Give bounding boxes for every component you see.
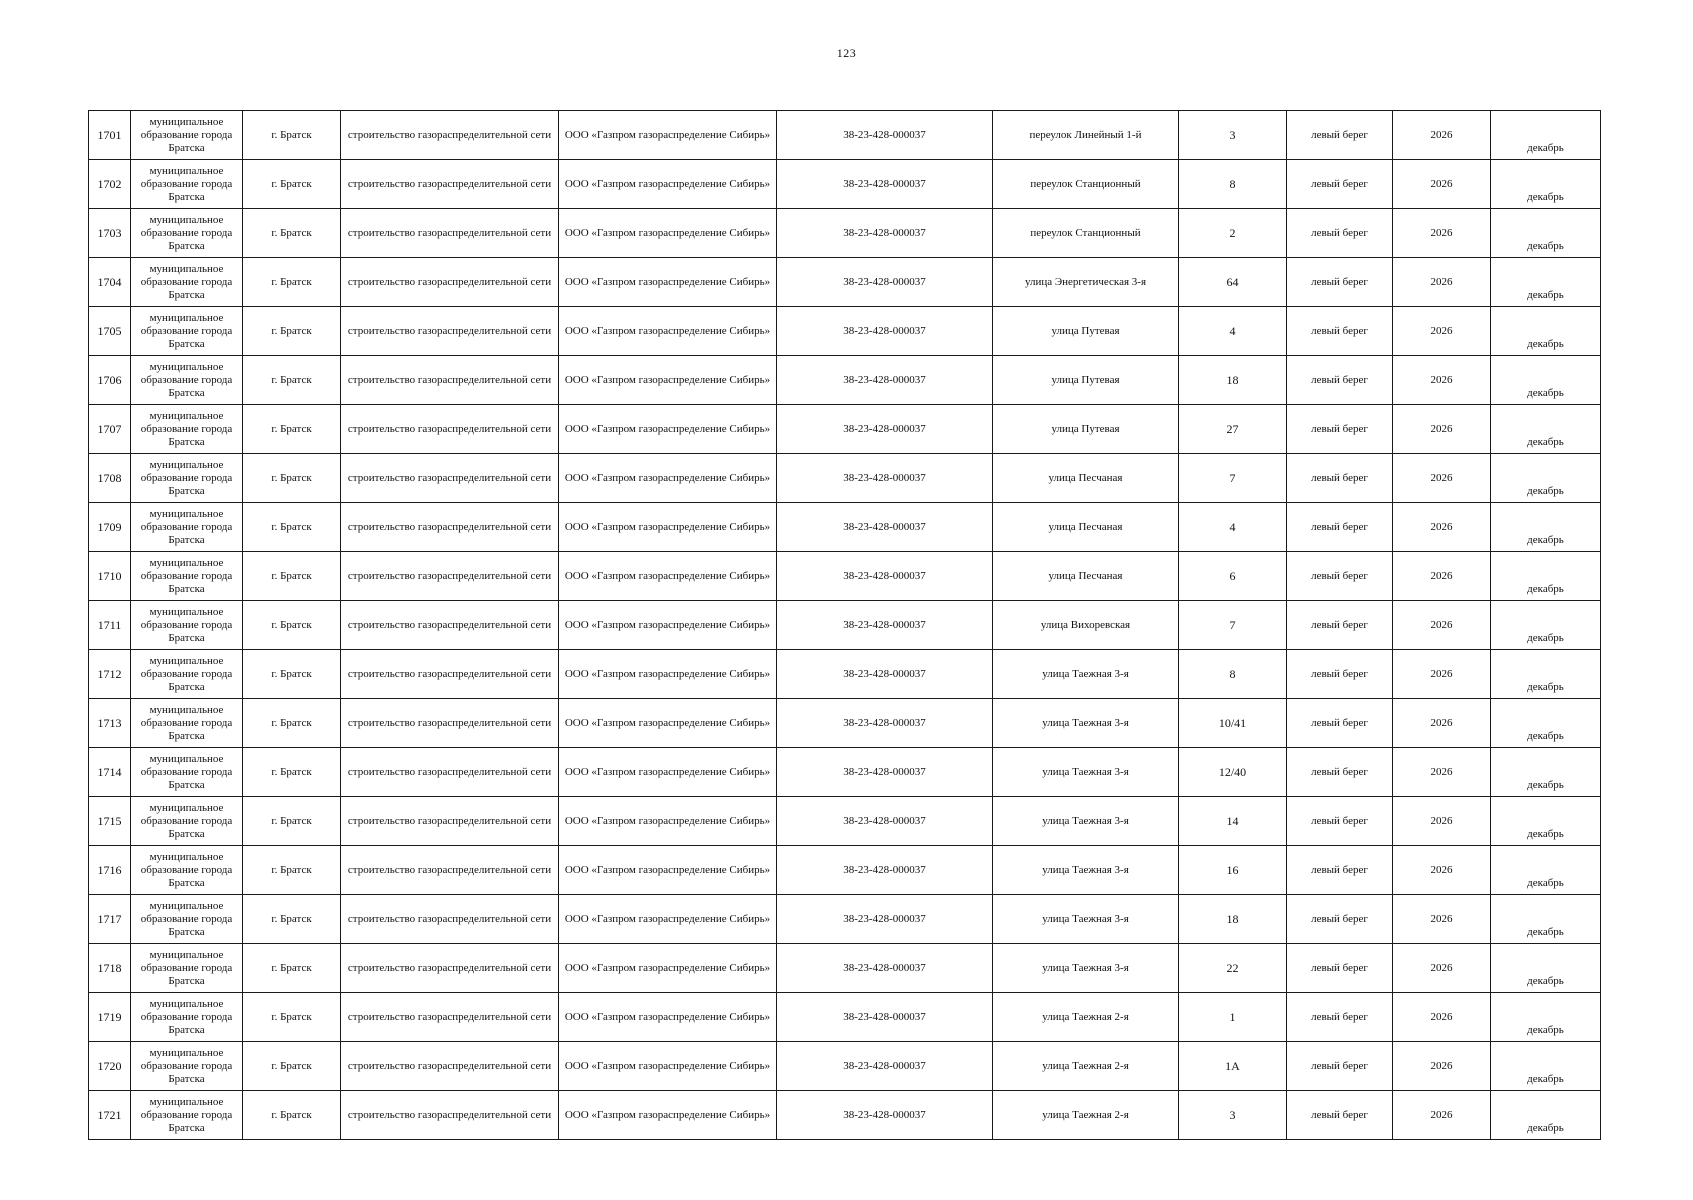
bank-cell: левый берег bbox=[1287, 258, 1393, 307]
street-cell: улица Таежная 2-я bbox=[993, 1042, 1179, 1091]
activity-cell: строительство газораспределительной сети bbox=[341, 895, 559, 944]
activity-cell: строительство газораспределительной сети bbox=[341, 944, 559, 993]
bank-cell: левый берег bbox=[1287, 846, 1393, 895]
reg-number-cell: 38-23-428-000037 bbox=[777, 552, 993, 601]
reg-number-cell: 38-23-428-000037 bbox=[777, 1091, 993, 1140]
row-number: 1706 bbox=[89, 356, 131, 405]
table-row bbox=[89, 748, 1601, 797]
city-cell: г. Братск bbox=[243, 111, 341, 160]
company-cell: ООО «Газпром газораспределение Сибирь» bbox=[559, 258, 777, 307]
month-cell: декабрь bbox=[1491, 503, 1601, 552]
row-number: 1704 bbox=[89, 258, 131, 307]
house-cell: 3 bbox=[1179, 111, 1287, 160]
company-cell: ООО «Газпром газораспределение Сибирь» bbox=[559, 846, 777, 895]
company-cell: ООО «Газпром газораспределение Сибирь» bbox=[559, 356, 777, 405]
activity-cell: строительство газораспределительной сети bbox=[341, 160, 559, 209]
house-cell: 27 bbox=[1179, 405, 1287, 454]
row-number: 1703 bbox=[89, 209, 131, 258]
reg-number-cell: 38-23-428-000037 bbox=[777, 160, 993, 209]
row-number: 1708 bbox=[89, 454, 131, 503]
company-cell: ООО «Газпром газораспределение Сибирь» bbox=[559, 650, 777, 699]
month-cell: декабрь bbox=[1491, 1091, 1601, 1140]
month-cell: декабрь bbox=[1491, 405, 1601, 454]
municipality-cell: муниципальное образование города Братска bbox=[131, 895, 243, 944]
company-cell: ООО «Газпром газораспределение Сибирь» bbox=[559, 454, 777, 503]
reg-number-cell: 38-23-428-000037 bbox=[777, 1042, 993, 1091]
house-cell: 7 bbox=[1179, 601, 1287, 650]
activity-cell: строительство газораспределительной сети bbox=[341, 1042, 559, 1091]
street-cell: улица Таежная 2-я bbox=[993, 993, 1179, 1042]
bank-cell: левый берег bbox=[1287, 895, 1393, 944]
municipality-cell: муниципальное образование города Братска bbox=[131, 160, 243, 209]
city-cell: г. Братск bbox=[243, 209, 341, 258]
city-cell: г. Братск bbox=[243, 699, 341, 748]
table-row bbox=[89, 1042, 1601, 1091]
municipality-cell: муниципальное образование города Братска bbox=[131, 748, 243, 797]
table-row bbox=[89, 699, 1601, 748]
street-cell: улица Песчаная bbox=[993, 503, 1179, 552]
house-cell: 1 bbox=[1179, 993, 1287, 1042]
table-row bbox=[89, 307, 1601, 356]
reg-number-cell: 38-23-428-000037 bbox=[777, 454, 993, 503]
city-cell: г. Братск bbox=[243, 307, 341, 356]
activity-cell: строительство газораспределительной сети bbox=[341, 650, 559, 699]
street-cell: улица Таежная 3-я bbox=[993, 846, 1179, 895]
table-row bbox=[89, 650, 1601, 699]
street-cell: улица Вихоревская bbox=[993, 601, 1179, 650]
municipality-cell: муниципальное образование города Братска bbox=[131, 503, 243, 552]
city-cell: г. Братск bbox=[243, 895, 341, 944]
house-cell: 3 bbox=[1179, 1091, 1287, 1140]
row-number: 1716 bbox=[89, 846, 131, 895]
table-row bbox=[89, 209, 1601, 258]
bank-cell: левый берег bbox=[1287, 748, 1393, 797]
house-cell: 22 bbox=[1179, 944, 1287, 993]
reg-number-cell: 38-23-428-000037 bbox=[777, 307, 993, 356]
reg-number-cell: 38-23-428-000037 bbox=[777, 356, 993, 405]
row-number: 1707 bbox=[89, 405, 131, 454]
municipality-cell: муниципальное образование города Братска bbox=[131, 356, 243, 405]
year-cell: 2026 bbox=[1393, 846, 1491, 895]
house-cell: 8 bbox=[1179, 650, 1287, 699]
year-cell: 2026 bbox=[1393, 111, 1491, 160]
municipality-cell: муниципальное образование города Братска bbox=[131, 552, 243, 601]
bank-cell: левый берег bbox=[1287, 160, 1393, 209]
company-cell: ООО «Газпром газораспределение Сибирь» bbox=[559, 748, 777, 797]
street-cell: улица Путевая bbox=[993, 356, 1179, 405]
month-cell: декабрь bbox=[1491, 160, 1601, 209]
activity-cell: строительство газораспределительной сети bbox=[341, 699, 559, 748]
municipality-cell: муниципальное образование города Братска bbox=[131, 650, 243, 699]
street-cell: улица Таежная 2-я bbox=[993, 1091, 1179, 1140]
reg-number-cell: 38-23-428-000037 bbox=[777, 944, 993, 993]
municipality-cell: муниципальное образование города Братска bbox=[131, 944, 243, 993]
city-cell: г. Братск bbox=[243, 258, 341, 307]
bank-cell: левый берег bbox=[1287, 601, 1393, 650]
company-cell: ООО «Газпром газораспределение Сибирь» bbox=[559, 895, 777, 944]
year-cell: 2026 bbox=[1393, 944, 1491, 993]
row-number: 1712 bbox=[89, 650, 131, 699]
company-cell: ООО «Газпром газораспределение Сибирь» bbox=[559, 699, 777, 748]
year-cell: 2026 bbox=[1393, 209, 1491, 258]
house-cell: 8 bbox=[1179, 160, 1287, 209]
row-number: 1711 bbox=[89, 601, 131, 650]
year-cell: 2026 bbox=[1393, 454, 1491, 503]
municipality-cell: муниципальное образование города Братска bbox=[131, 405, 243, 454]
activity-cell: строительство газораспределительной сети bbox=[341, 111, 559, 160]
month-cell: декабрь bbox=[1491, 993, 1601, 1042]
activity-cell: строительство газораспределительной сети bbox=[341, 846, 559, 895]
city-cell: г. Братск bbox=[243, 405, 341, 454]
street-cell: переулок Станционный bbox=[993, 209, 1179, 258]
activity-cell: строительство газораспределительной сети bbox=[341, 1091, 559, 1140]
month-cell: декабрь bbox=[1491, 209, 1601, 258]
month-cell: декабрь bbox=[1491, 356, 1601, 405]
year-cell: 2026 bbox=[1393, 748, 1491, 797]
reg-number-cell: 38-23-428-000037 bbox=[777, 846, 993, 895]
year-cell: 2026 bbox=[1393, 405, 1491, 454]
year-cell: 2026 bbox=[1393, 356, 1491, 405]
company-cell: ООО «Газпром газораспределение Сибирь» bbox=[559, 601, 777, 650]
year-cell: 2026 bbox=[1393, 601, 1491, 650]
month-cell: декабрь bbox=[1491, 111, 1601, 160]
row-number: 1717 bbox=[89, 895, 131, 944]
month-cell: декабрь bbox=[1491, 307, 1601, 356]
street-cell: улица Путевая bbox=[993, 405, 1179, 454]
year-cell: 2026 bbox=[1393, 895, 1491, 944]
company-cell: ООО «Газпром газораспределение Сибирь» bbox=[559, 111, 777, 160]
row-number: 1701 bbox=[89, 111, 131, 160]
reg-number-cell: 38-23-428-000037 bbox=[777, 993, 993, 1042]
street-cell: улица Энергетическая 3-я bbox=[993, 258, 1179, 307]
activity-cell: строительство газораспределительной сети bbox=[341, 258, 559, 307]
street-cell: улица Таежная 3-я bbox=[993, 895, 1179, 944]
city-cell: г. Братск bbox=[243, 650, 341, 699]
month-cell: декабрь bbox=[1491, 895, 1601, 944]
table-row bbox=[89, 111, 1601, 160]
year-cell: 2026 bbox=[1393, 1091, 1491, 1140]
reg-number-cell: 38-23-428-000037 bbox=[777, 209, 993, 258]
row-number: 1719 bbox=[89, 993, 131, 1042]
year-cell: 2026 bbox=[1393, 797, 1491, 846]
activity-cell: строительство газораспределительной сети bbox=[341, 405, 559, 454]
year-cell: 2026 bbox=[1393, 1042, 1491, 1091]
activity-cell: строительство газораспределительной сети bbox=[341, 209, 559, 258]
reg-number-cell: 38-23-428-000037 bbox=[777, 258, 993, 307]
city-cell: г. Братск bbox=[243, 356, 341, 405]
table-row bbox=[89, 1091, 1601, 1140]
city-cell: г. Братск bbox=[243, 1091, 341, 1140]
city-cell: г. Братск bbox=[243, 503, 341, 552]
house-cell: 1А bbox=[1179, 1042, 1287, 1091]
house-cell: 6 bbox=[1179, 552, 1287, 601]
street-cell: улица Таежная 3-я bbox=[993, 650, 1179, 699]
activity-cell: строительство газораспределительной сети bbox=[341, 503, 559, 552]
company-cell: ООО «Газпром газораспределение Сибирь» bbox=[559, 405, 777, 454]
company-cell: ООО «Газпром газораспределение Сибирь» bbox=[559, 993, 777, 1042]
bank-cell: левый берег bbox=[1287, 111, 1393, 160]
company-cell: ООО «Газпром газораспределение Сибирь» bbox=[559, 944, 777, 993]
municipality-cell: муниципальное образование города Братска bbox=[131, 797, 243, 846]
company-cell: ООО «Газпром газораспределение Сибирь» bbox=[559, 552, 777, 601]
month-cell: декабрь bbox=[1491, 258, 1601, 307]
city-cell: г. Братск bbox=[243, 160, 341, 209]
company-cell: ООО «Газпром газораспределение Сибирь» bbox=[559, 503, 777, 552]
city-cell: г. Братск bbox=[243, 797, 341, 846]
activity-cell: строительство газораспределительной сети bbox=[341, 748, 559, 797]
year-cell: 2026 bbox=[1393, 307, 1491, 356]
gas-network-table bbox=[88, 110, 1601, 1140]
row-number: 1715 bbox=[89, 797, 131, 846]
city-cell: г. Братск bbox=[243, 601, 341, 650]
street-cell: улица Песчаная bbox=[993, 552, 1179, 601]
table-row bbox=[89, 552, 1601, 601]
bank-cell: левый берег bbox=[1287, 1091, 1393, 1140]
company-cell: ООО «Газпром газораспределение Сибирь» bbox=[559, 209, 777, 258]
street-cell: улица Таежная 3-я bbox=[993, 797, 1179, 846]
bank-cell: левый берег bbox=[1287, 405, 1393, 454]
bank-cell: левый берег bbox=[1287, 797, 1393, 846]
bank-cell: левый берег bbox=[1287, 993, 1393, 1042]
table-row bbox=[89, 160, 1601, 209]
table-row bbox=[89, 405, 1601, 454]
table-row bbox=[89, 454, 1601, 503]
municipality-cell: муниципальное образование города Братска bbox=[131, 258, 243, 307]
month-cell: декабрь bbox=[1491, 601, 1601, 650]
bank-cell: левый берег bbox=[1287, 944, 1393, 993]
row-number: 1709 bbox=[89, 503, 131, 552]
reg-number-cell: 38-23-428-000037 bbox=[777, 405, 993, 454]
year-cell: 2026 bbox=[1393, 503, 1491, 552]
year-cell: 2026 bbox=[1393, 552, 1491, 601]
row-number: 1714 bbox=[89, 748, 131, 797]
table-row bbox=[89, 846, 1601, 895]
municipality-cell: муниципальное образование города Братска bbox=[131, 111, 243, 160]
reg-number-cell: 38-23-428-000037 bbox=[777, 895, 993, 944]
street-cell: улица Песчаная bbox=[993, 454, 1179, 503]
row-number: 1721 bbox=[89, 1091, 131, 1140]
month-cell: декабрь bbox=[1491, 552, 1601, 601]
city-cell: г. Братск bbox=[243, 454, 341, 503]
municipality-cell: муниципальное образование города Братска bbox=[131, 209, 243, 258]
street-cell: переулок Станционный bbox=[993, 160, 1179, 209]
row-number: 1718 bbox=[89, 944, 131, 993]
municipality-cell: муниципальное образование города Братска bbox=[131, 1042, 243, 1091]
bank-cell: левый берег bbox=[1287, 503, 1393, 552]
company-cell: ООО «Газпром газораспределение Сибирь» bbox=[559, 307, 777, 356]
month-cell: декабрь bbox=[1491, 1042, 1601, 1091]
reg-number-cell: 38-23-428-000037 bbox=[777, 601, 993, 650]
house-cell: 14 bbox=[1179, 797, 1287, 846]
city-cell: г. Братск bbox=[243, 846, 341, 895]
bank-cell: левый берег bbox=[1287, 356, 1393, 405]
house-cell: 16 bbox=[1179, 846, 1287, 895]
company-cell: ООО «Газпром газораспределение Сибирь» bbox=[559, 160, 777, 209]
month-cell: декабрь bbox=[1491, 454, 1601, 503]
row-number: 1705 bbox=[89, 307, 131, 356]
activity-cell: строительство газораспределительной сети bbox=[341, 356, 559, 405]
row-number: 1713 bbox=[89, 699, 131, 748]
year-cell: 2026 bbox=[1393, 699, 1491, 748]
table-row bbox=[89, 503, 1601, 552]
city-cell: г. Братск bbox=[243, 748, 341, 797]
bank-cell: левый берег bbox=[1287, 209, 1393, 258]
street-cell: переулок Линейный 1-й bbox=[993, 111, 1179, 160]
page-number: 123 bbox=[836, 46, 857, 60]
bank-cell: левый берег bbox=[1287, 699, 1393, 748]
month-cell: декабрь bbox=[1491, 797, 1601, 846]
reg-number-cell: 38-23-428-000037 bbox=[777, 699, 993, 748]
activity-cell: строительство газораспределительной сети bbox=[341, 601, 559, 650]
municipality-cell: муниципальное образование города Братска bbox=[131, 601, 243, 650]
year-cell: 2026 bbox=[1393, 258, 1491, 307]
table-row bbox=[89, 993, 1601, 1042]
row-number: 1720 bbox=[89, 1042, 131, 1091]
activity-cell: строительство газораспределительной сети bbox=[341, 307, 559, 356]
month-cell: декабрь bbox=[1491, 650, 1601, 699]
reg-number-cell: 38-23-428-000037 bbox=[777, 503, 993, 552]
municipality-cell: муниципальное образование города Братска bbox=[131, 993, 243, 1042]
house-cell: 18 bbox=[1179, 895, 1287, 944]
month-cell: декабрь bbox=[1491, 846, 1601, 895]
table-row bbox=[89, 258, 1601, 307]
company-cell: ООО «Газпром газораспределение Сибирь» bbox=[559, 797, 777, 846]
row-number: 1702 bbox=[89, 160, 131, 209]
house-cell: 4 bbox=[1179, 503, 1287, 552]
street-cell: улица Таежная 3-я bbox=[993, 944, 1179, 993]
bank-cell: левый берег bbox=[1287, 650, 1393, 699]
table-body bbox=[89, 111, 1601, 1140]
city-cell: г. Братск bbox=[243, 1042, 341, 1091]
table-row bbox=[89, 895, 1601, 944]
municipality-cell: муниципальное образование города Братска bbox=[131, 846, 243, 895]
house-cell: 64 bbox=[1179, 258, 1287, 307]
month-cell: декабрь bbox=[1491, 699, 1601, 748]
street-cell: улица Таежная 3-я bbox=[993, 748, 1179, 797]
bank-cell: левый берег bbox=[1287, 454, 1393, 503]
activity-cell: строительство газораспределительной сети bbox=[341, 993, 559, 1042]
reg-number-cell: 38-23-428-000037 bbox=[777, 111, 993, 160]
house-cell: 2 bbox=[1179, 209, 1287, 258]
table-row bbox=[89, 944, 1601, 993]
municipality-cell: муниципальное образование города Братска bbox=[131, 307, 243, 356]
year-cell: 2026 bbox=[1393, 160, 1491, 209]
table-row bbox=[89, 797, 1601, 846]
municipality-cell: муниципальное образование города Братска bbox=[131, 699, 243, 748]
house-cell: 10/41 bbox=[1179, 699, 1287, 748]
house-cell: 18 bbox=[1179, 356, 1287, 405]
activity-cell: строительство газораспределительной сети bbox=[341, 552, 559, 601]
activity-cell: строительство газораспределительной сети bbox=[341, 454, 559, 503]
house-cell: 7 bbox=[1179, 454, 1287, 503]
activity-cell: строительство газораспределительной сети bbox=[341, 797, 559, 846]
city-cell: г. Братск bbox=[243, 552, 341, 601]
house-cell: 12/40 bbox=[1179, 748, 1287, 797]
house-cell: 4 bbox=[1179, 307, 1287, 356]
municipality-cell: муниципальное образование города Братска bbox=[131, 1091, 243, 1140]
table-row bbox=[89, 601, 1601, 650]
bank-cell: левый берег bbox=[1287, 552, 1393, 601]
company-cell: ООО «Газпром газораспределение Сибирь» bbox=[559, 1042, 777, 1091]
city-cell: г. Братск bbox=[243, 944, 341, 993]
bank-cell: левый берег bbox=[1287, 1042, 1393, 1091]
table-row bbox=[89, 356, 1601, 405]
company-cell: ООО «Газпром газораспределение Сибирь» bbox=[559, 1091, 777, 1140]
street-cell: улица Таежная 3-я bbox=[993, 699, 1179, 748]
reg-number-cell: 38-23-428-000037 bbox=[777, 748, 993, 797]
month-cell: декабрь bbox=[1491, 748, 1601, 797]
city-cell: г. Братск bbox=[243, 993, 341, 1042]
year-cell: 2026 bbox=[1393, 650, 1491, 699]
row-number: 1710 bbox=[89, 552, 131, 601]
month-cell: декабрь bbox=[1491, 944, 1601, 993]
reg-number-cell: 38-23-428-000037 bbox=[777, 650, 993, 699]
bank-cell: левый берег bbox=[1287, 307, 1393, 356]
municipality-cell: муниципальное образование города Братска bbox=[131, 454, 243, 503]
street-cell: улица Путевая bbox=[993, 307, 1179, 356]
year-cell: 2026 bbox=[1393, 993, 1491, 1042]
reg-number-cell: 38-23-428-000037 bbox=[777, 797, 993, 846]
